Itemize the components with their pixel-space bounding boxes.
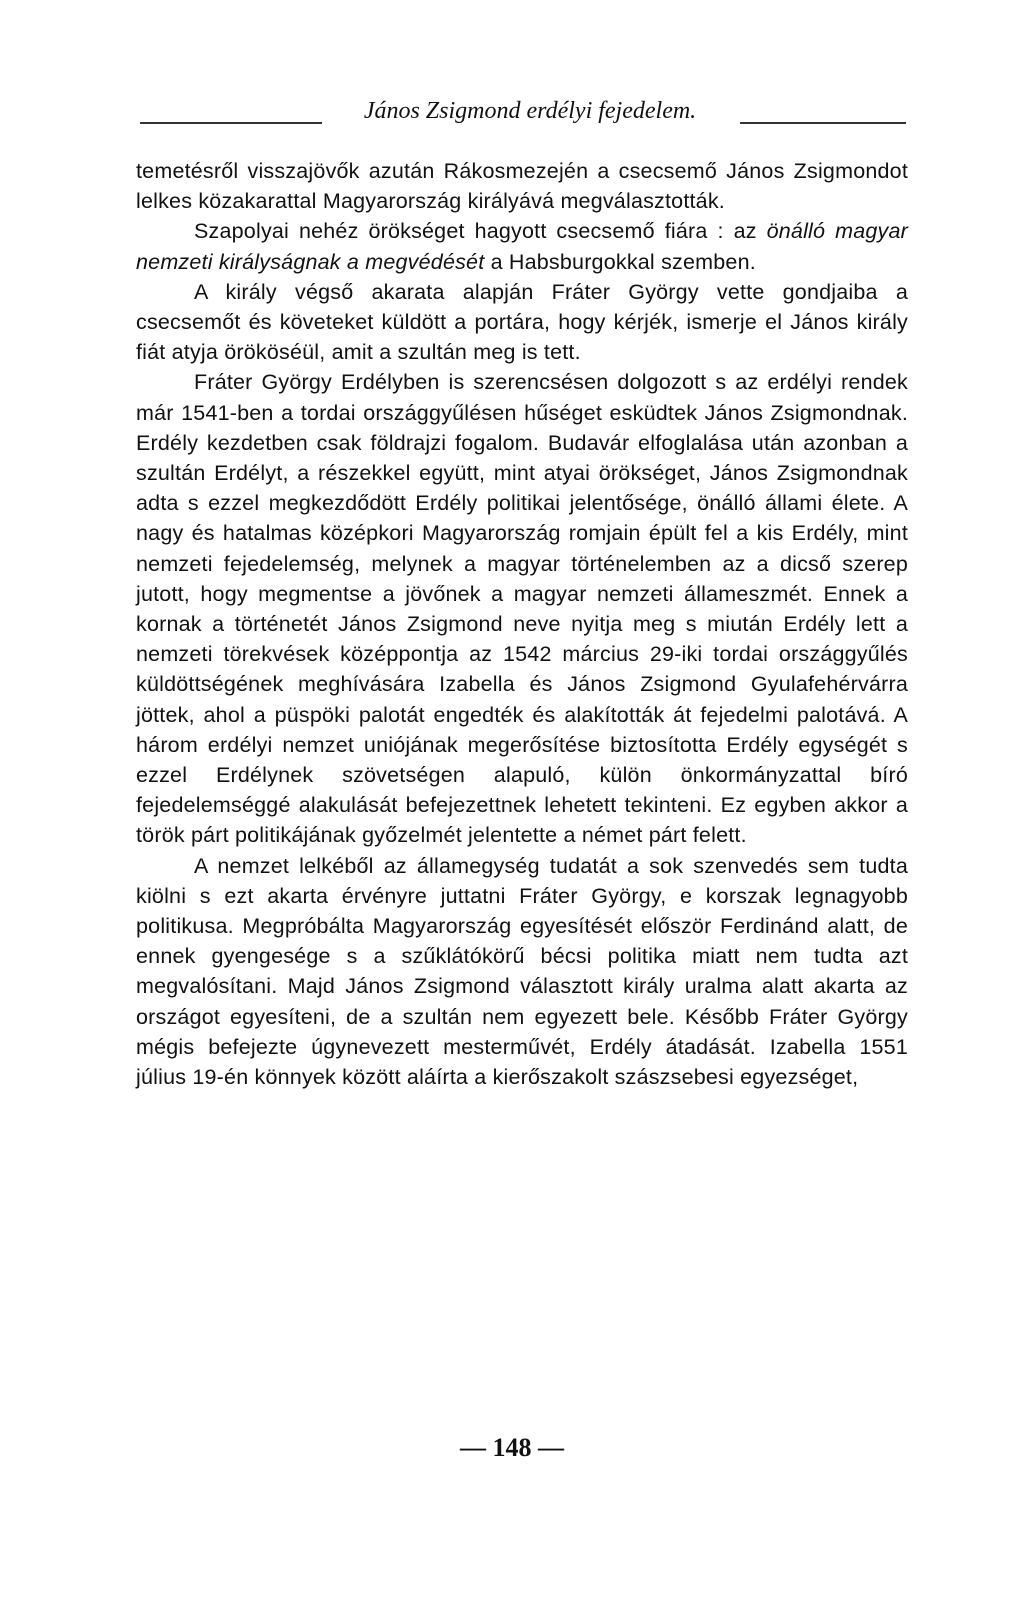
running-head: [140, 96, 906, 130]
paragraph-2-text-a: Szapolyai nehéz örökséget hagyott csecsemő fiára : az: [194, 219, 767, 244]
paragraph-4: Fráter György Erdélyben is szerencsésen dolgozott s az erdélyi rendek már 1541-ben a tordai országgyűlésen hűséget esküdtek János Zsigmondnak. Erdély kezdetben csak földrajzi fogalom. Budavár elfoglalása után azonban a szultán Erdélyt, a részekkel együtt, mint atyai örökséget, János Zsigmondnak adta s ezzel megkezdődött Erdély politikai jelentősége, önálló állami élete. A nagy és hatalmas középkori Magyarország romjain épült fel a kis Erdély, mint nemzeti fejedelemség, melynek a magyar történelemben az a dicső szerep jutott, hogy megmentse a jövőnek a magyar nemzeti állameszmét. Ennek a kornak a történetét János Zsigmond neve nyitja meg s miután Erdély lett a nemzeti törekvések középpontja az 1542 március 29-iki tordai országgyűlés küldöttségének meghívására Izabella és János Zsigmond Gyulafehérvárra jöttek, ahol a püspöki palotát engedték és alakították át fejedelmi palotává. A három erdélyi nemzet uniójának megerősítése biztosította Erdély egységét s ezzel Erdélynek szövetségen alapuló, külön önkormányzattal bíró fejedelemséggé alakulását befejezettnek lehetett tekinteni. Ez egyben akkor a török párt politikájának győzelmét jelentette a német párt felett.: [136, 370, 908, 848]
paragraph-1: temetésről visszajövők azután Rákosmezején a csecsemő János Zsigmondot lelkes közakarattal Magyarország királyává megválasztották.: [136, 159, 908, 214]
paragraph-3: A király végső akarata alapján Fráter György vette gondjaiba a csecsemőt és követeket küldött a portára, hogy kérjék, ismerje el János király fiát atyja örököséül, amit a szultán meg is tett.: [136, 279, 908, 365]
header-rule-right: [740, 122, 906, 124]
header-rule-left: [140, 122, 322, 124]
running-title: János Zsigmond erdélyi fejedelem.: [363, 98, 697, 124]
paragraph-2: [136, 216, 908, 276]
paragraph-2-emphasis: önálló magyar nemzeti királyságnak a megvédését: [136, 219, 908, 274]
body-text: [136, 156, 908, 1092]
paragraph-5: A nemzet lelkéből az államegység tudatát a sok szenvedés sem tudta kiölni s ezt akarta érvényre juttatni Fráter György, e korszak legnagyobb politikusa. Megpróbálta Magyarország egyesítését először Ferdinánd alatt, de ennek gyengesége s a szűklátókörű bécsi politika miatt nem tudta azt megvalósítani. Majd János Zsigmond választott király uralma alatt akarta az országot egyesíteni, de a szultán nem egyezett bele. Később Fráter György mégis befejezte úgynevezett mesterművét, Erdély átadását. Izabella 1551 július 19-én könnyek között aláírta a kierőszakolt szászsebesi egyezséget,: [136, 853, 908, 1090]
page-number: — 148 —: [460, 1433, 564, 1462]
paragraph-2-text-b: a Habsburgokkal szemben.: [484, 249, 756, 274]
